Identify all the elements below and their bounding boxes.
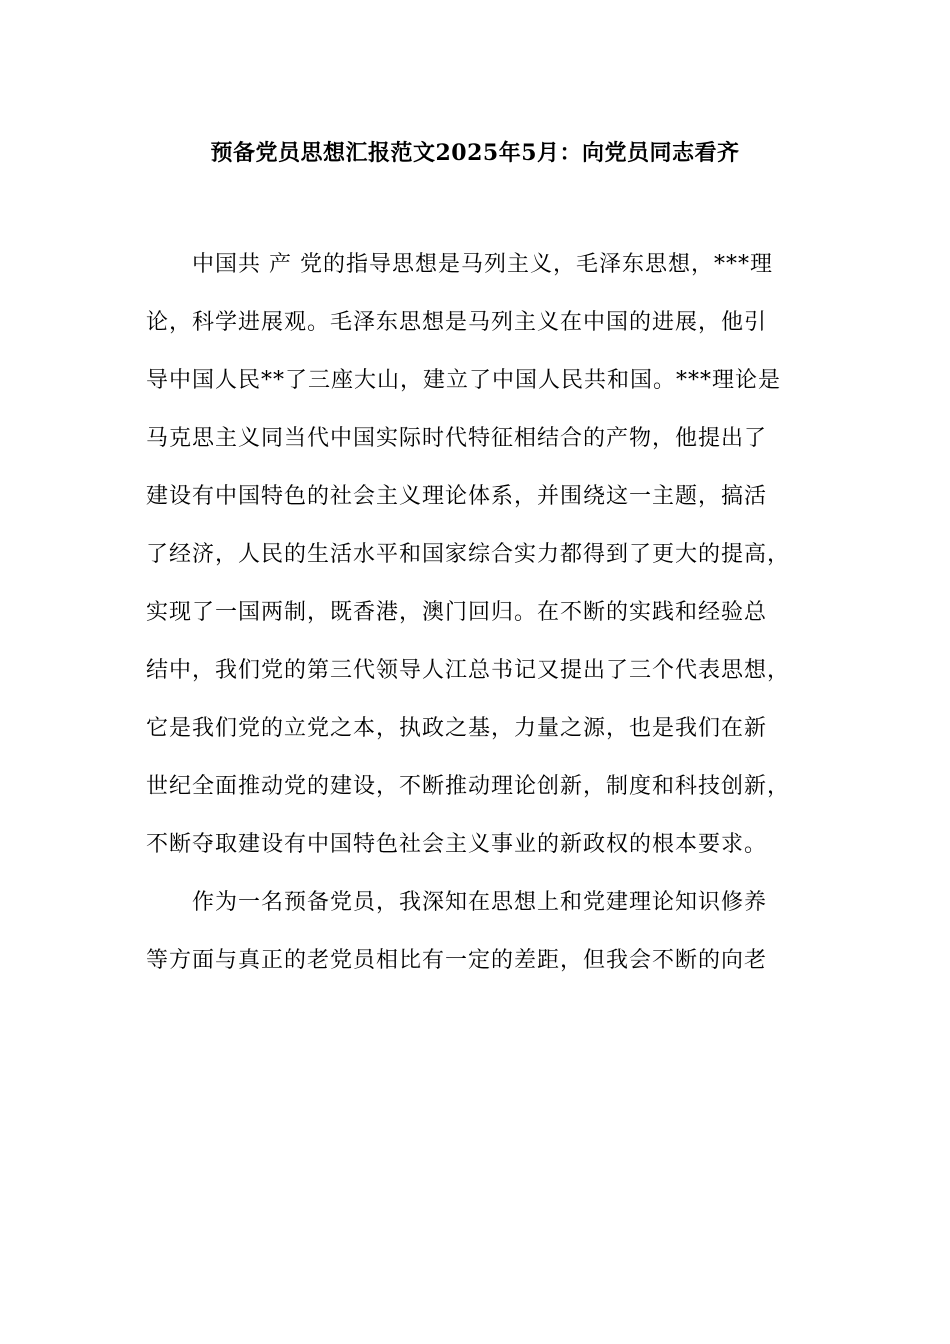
paragraph-1-line-4: 马克思主义同当代中国实际时代特征相结合的产物，他提出了 [146, 426, 768, 451]
paragraph-1-line-11: 不断夺取建设有中国特色社会主义事业的新政权的根本要求。 [146, 832, 768, 857]
document-body [146, 248, 826, 1002]
paragraph-1-line-10: 世纪全面推动党的建设，不断推动理论创新，制度和科技创新， [146, 774, 791, 799]
paragraph-1-line-5: 建设有中国特色的社会主义理论体系，并围绕这一主题，搞活 [146, 484, 768, 509]
paragraph-1-line-1: 中国共 产 党的指导思想是马列主义，毛泽东思想，***理 [192, 252, 773, 277]
paragraph-1-line-7: 实现了一国两制，既香港，澳门回归。在不断的实践和经验总 [146, 600, 768, 625]
paragraph-2-line-2: 等方面与真正的老党员相比有一定的差距，但我会不断的向老 [146, 948, 768, 973]
document-title: 预备党员思想汇报范文2025年5月：向党员同志看齐 [210, 140, 740, 166]
paragraph-1-line-3: 导中国人民**了三座大山，建立了中国人民共和国。***理论是 [146, 368, 782, 393]
paragraph-1-line-9: 它是我们党的立党之本，执政之基，力量之源，也是我们在新 [146, 716, 768, 741]
paragraph-1-line-8: 结中，我们党的第三代领导人江总书记又提出了三个代表思想， [146, 658, 791, 683]
paragraph-1-line-6: 了经济，人民的生活水平和国家综合实力都得到了更大的提高， [146, 542, 791, 567]
paragraph-2-line-1: 作为一名预备党员，我深知在思想上和党建理论知识修养 [192, 890, 768, 915]
paragraph-1-line-2: 论，科学进展观。毛泽东思想是马列主义在中国的进展，他引 [146, 310, 768, 335]
